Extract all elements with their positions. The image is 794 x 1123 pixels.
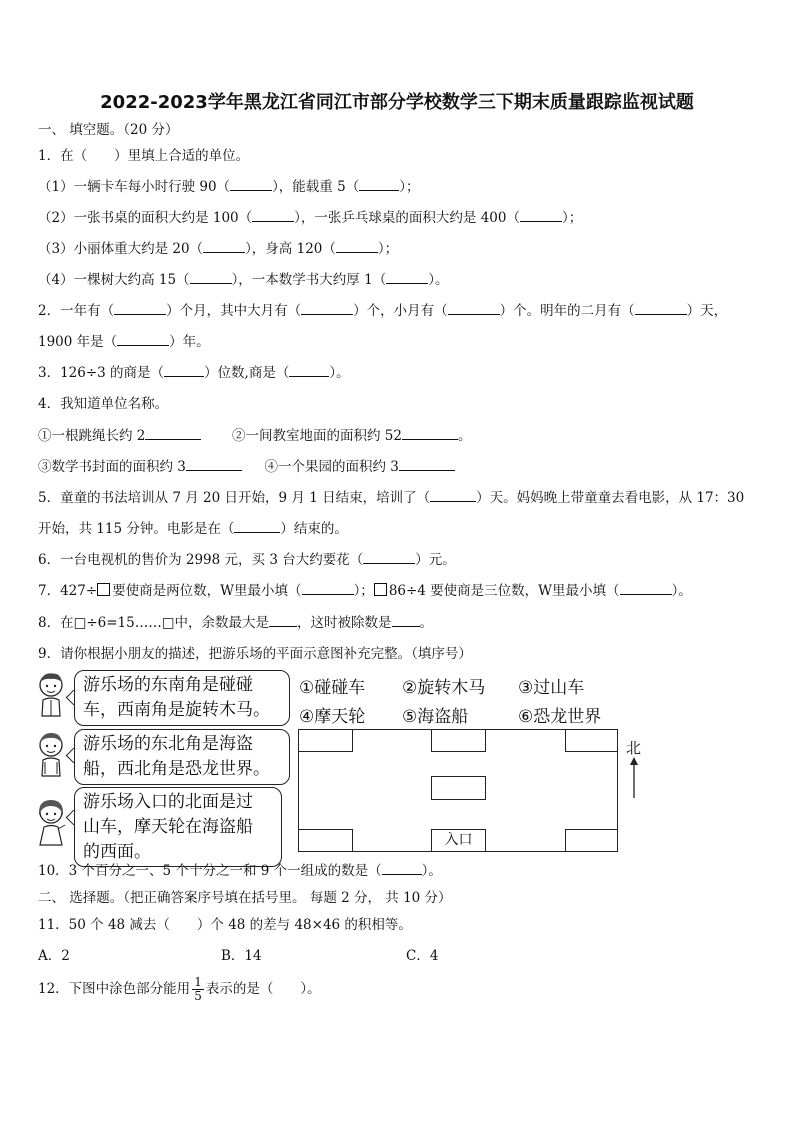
answer-blank[interactable] [635, 302, 687, 315]
map-cell-southeast[interactable] [565, 829, 618, 852]
q5-line-2 [38, 520, 348, 538]
answer-blank[interactable] [190, 271, 232, 284]
answer-blank[interactable] [269, 614, 297, 627]
q1-item-4-text-2: ），一本数学书大约厚 1（ [231, 272, 387, 288]
section-1-heading: 一、 填空题。（20 分） [38, 122, 179, 138]
answer-blank[interactable] [359, 178, 399, 191]
q11-option-c[interactable]: C．4 [406, 948, 439, 964]
answer-blank[interactable] [448, 302, 500, 315]
q7-text-c: ）； [353, 583, 374, 599]
section-2-heading: 二、 选择题。（把正确答案序号填在括号里。 每题 2 分， 共 10 分） [38, 890, 452, 906]
q5-text-b: ）天。妈妈晚上带童童去看电影，从 17：30 [476, 490, 745, 506]
answer-blank[interactable] [203, 240, 245, 253]
q3-text-c: ）。 [329, 365, 350, 381]
answer-blank[interactable] [114, 302, 166, 315]
answer-blank[interactable] [234, 520, 280, 533]
q4-item-4: ④一个果园的面积约 3 [264, 459, 399, 475]
speech-bubble-3 [74, 787, 282, 867]
q2-text-g: ）年。 [169, 334, 210, 350]
answer-blank[interactable] [301, 302, 353, 315]
q1-item-3-text-2: ），身高 120（ [245, 241, 336, 257]
north-label: 北 [626, 739, 642, 757]
q4-row-1 [38, 427, 471, 445]
option-2: ②旋转木马 [402, 678, 486, 698]
q1-item-4 [38, 271, 448, 289]
child-boy-2-icon [34, 730, 68, 778]
map-cell-center[interactable] [431, 776, 486, 800]
north-arrow-icon [628, 756, 640, 798]
answer-blank[interactable] [382, 862, 422, 875]
q11-option-b[interactable]: B．14 [221, 948, 262, 964]
q8-text-a: 8．在□÷6=15……□中，余数最大是 [38, 615, 269, 631]
q8-text-b: ，这时被除数是 [297, 615, 392, 631]
answer-blank[interactable] [164, 364, 204, 377]
q11-stem: 11．50 个 48 减去（ ）个 48 的差与 48×46 的积相等。 [38, 917, 412, 933]
bubble-1-line-2: 车，西南角是旋转木马。 [83, 700, 270, 720]
option-4: ④摩天轮 [299, 707, 366, 727]
option-5: ⑤海盗船 [402, 707, 469, 727]
q7-text-a: 7．427÷ [38, 583, 98, 599]
map-cell-southwest[interactable] [298, 829, 353, 852]
option-6: ⑥恐龙世界 [518, 707, 602, 727]
q4-item-1: ①一根跳绳长约 2 [38, 428, 146, 444]
answer-blank[interactable] [145, 427, 201, 440]
q10 [38, 862, 442, 880]
fraction-denominator: 5 [194, 989, 202, 1003]
q1-item-3 [38, 240, 398, 258]
q1-item-1-text-3: ）； [399, 179, 420, 195]
q1-item-1-text: （1）一辆卡车每小时行驶 90（ [38, 179, 231, 195]
q2-text-b: ）个月，其中大月有（ [166, 303, 302, 319]
q10-text-b: ）。 [421, 863, 442, 879]
bubble-3-line-3: 的西面。 [83, 842, 151, 862]
square-box-icon [97, 583, 110, 596]
q4-row-2 [38, 458, 455, 476]
bubble-2-line-2: 船，西北角是恐龙世界。 [83, 759, 270, 779]
map-cell-north[interactable] [431, 729, 486, 752]
q2-text-a: 2．一年有（ [38, 303, 115, 319]
q7-text-d: 86÷4 要使商是三位数，W里最小填（ [388, 583, 620, 599]
answer-blank[interactable] [363, 551, 415, 564]
bubble-1-line-1: 游乐场的东南角是碰碰 [83, 675, 253, 695]
speech-bubble-2 [74, 729, 290, 785]
park-map [298, 729, 618, 852]
answer-blank[interactable] [252, 209, 294, 222]
answer-blank[interactable] [230, 178, 272, 191]
q3 [38, 364, 350, 382]
answer-blank[interactable] [392, 614, 420, 627]
q2-text-e: ）天， [686, 303, 728, 319]
q5-text-a: 5．童童的书法培训从 7 月 20 日开始，9 月 1 日结束，培训了（ [38, 490, 431, 506]
q1-item-2-text-3: ）； [561, 210, 583, 226]
q4-item-2-end: 。 [457, 428, 472, 444]
q1-item-4-text: （4）一棵树大约高 15（ [38, 272, 190, 288]
q8-text-c: 。 [419, 615, 433, 631]
q7 [38, 582, 692, 600]
fraction-one-fifth [192, 976, 204, 1003]
map-cell-northwest[interactable] [298, 729, 353, 752]
q1-item-3-text: （3）小丽体重大约是 20（ [38, 241, 204, 257]
child-girl-icon [34, 797, 68, 847]
answer-blank[interactable] [336, 240, 378, 253]
q7-text-e: ）。 [671, 583, 692, 599]
answer-blank[interactable] [620, 582, 672, 595]
q10-text-a: 10．3 个百分之一、5 个十分之一和 9 个一组成的数是（ [38, 863, 382, 879]
answer-blank[interactable] [520, 209, 562, 222]
bubble-3-line-2: 山车，摩天轮在海盗船 [83, 817, 253, 837]
q4-item-3: ③数学书封面的面积约 3 [38, 459, 186, 475]
bubble-2-line-1: 游乐场的东北角是海盗 [83, 734, 253, 754]
answer-blank[interactable] [430, 489, 476, 502]
q12-text-a: 12．下图中涂色部分能用 [38, 981, 191, 997]
q1-item-2-text: （2）一张书桌的面积大约是 100（ [38, 210, 253, 226]
q2-text-d: ）个。明年的二月有（ [499, 303, 635, 319]
q7-text-b: 要使商是两位数，W里最小填（ [112, 583, 302, 599]
speech-bubble-1 [74, 670, 290, 726]
answer-blank[interactable] [302, 582, 354, 595]
q12-text-b: 表示的是（ ）。 [205, 981, 321, 997]
child-boy-1-icon [34, 670, 68, 718]
q2-text-f: 1900 年是（ [38, 334, 118, 350]
answer-blank[interactable] [117, 333, 169, 346]
q11-option-a[interactable]: A．2 [38, 948, 70, 964]
q2-line-1 [38, 302, 727, 320]
q4-stem: 4．我知道单位名称。 [38, 396, 169, 412]
q1-stem: 1．在（ ）里填上合适的单位。 [38, 148, 250, 164]
q5-text-d: ）结束的。 [280, 521, 348, 537]
answer-blank[interactable] [289, 364, 329, 377]
answer-blank[interactable] [186, 458, 242, 471]
square-box-icon [374, 583, 387, 596]
answer-blank[interactable] [402, 427, 458, 440]
map-entrance: 入口 [431, 829, 486, 852]
q1-item-2 [38, 209, 582, 227]
q9-stem: 9．请你根据小朋友的描述，把游乐场的平面示意图补充完整。（填序号） [38, 646, 472, 662]
page-title: 2022-2023学年黑龙江省同江市部分学校数学三下期末质量跟踪监视试题 [100, 92, 694, 113]
q3-text-b: ）位数,商是（ [204, 365, 290, 381]
q8 [38, 614, 433, 632]
map-cell-northeast[interactable] [565, 729, 618, 752]
fraction-numerator: 1 [194, 975, 202, 989]
q1-item-3-text-3: ）； [377, 241, 399, 257]
q1-item-4-text-3: ）。 [428, 272, 449, 288]
bubble-3-line-1: 游乐场入口的北面是过 [83, 792, 253, 812]
q3-text-a: 3．126÷3 的商是（ [38, 365, 165, 381]
option-3: ③过山车 [518, 678, 585, 698]
q6-text-b: ）元。 [415, 552, 456, 568]
q4-item-2: ②一间教室地面的面积约 52 [231, 428, 402, 444]
option-1: ①碰碰车 [299, 678, 366, 698]
answer-blank[interactable] [399, 458, 455, 471]
q5-text-c: 开始，共 115 分钟。电影是在（ [38, 521, 235, 537]
q2-line-2 [38, 333, 210, 351]
q6 [38, 551, 456, 569]
q6-text-a: 6．一台电视机的售价为 2998 元，买 3 台大约要花（ [38, 552, 364, 568]
q5-line-1 [38, 489, 744, 507]
q1-item-1 [38, 178, 419, 196]
q1-item-2-text-2: ），一张乒乓球桌的面积大约是 400（ [294, 210, 520, 226]
answer-blank[interactable] [386, 271, 428, 284]
q2-text-c: ）个，小月有（ [353, 303, 448, 319]
q12 [38, 976, 321, 1003]
q1-item-1-text-2: ），能载重 5（ [272, 179, 360, 195]
